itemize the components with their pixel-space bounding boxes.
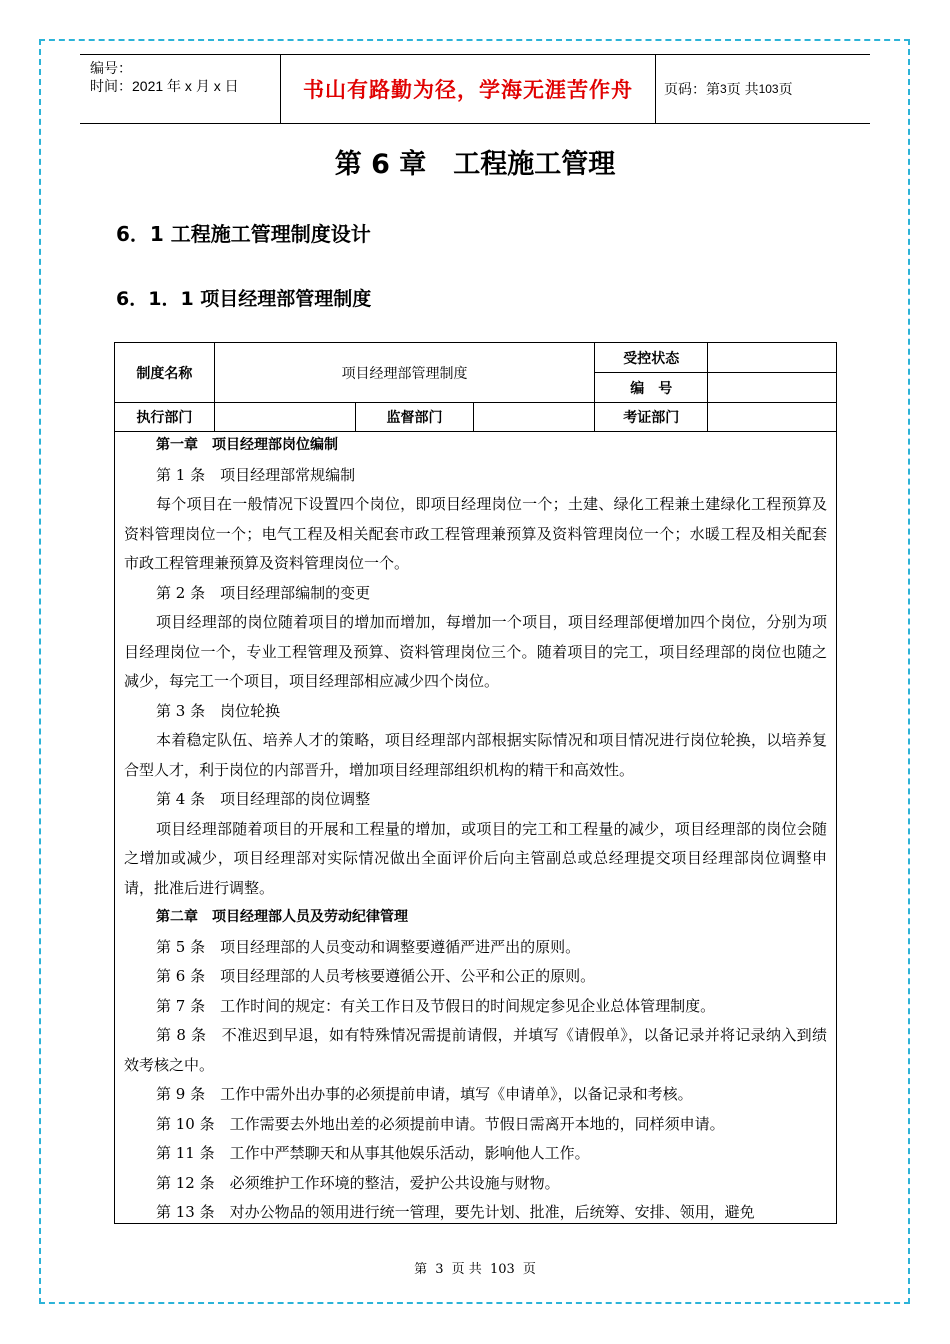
footer-page: 3 <box>435 1262 444 1277</box>
policy-body <box>114 431 837 1224</box>
controlled-status-label: 受控状态 <box>595 343 708 373</box>
article-paragraph: 第 12 条 必须维护工作环境的整洁，爱护公共设施与财物。 <box>156 1173 560 1192</box>
section-title: 6．1 工程施工管理制度设计 <box>116 222 371 246</box>
article-paragraph: 第 10 条 工作需要去外地出差的必须提前申请。节假日需离开本地的，同样须申请。 <box>156 1114 725 1133</box>
article-paragraph: 第 11 条 工作中严禁聊天和从事其他娱乐活动，影响他人工作。 <box>156 1144 590 1162</box>
verify-dept-value <box>708 403 837 432</box>
header-motto: 书山有路勤为径，学海无涯苦作舟 <box>280 55 656 123</box>
header-meta <box>90 59 239 95</box>
subsection-title: 6．1．1 项目经理部管理制度 <box>116 288 372 310</box>
article-paragraph: 本着稳定队伍、培养人才的策略，项目经理部内部根据实际情况和项目情况进行岗位轮换，以培养复合型人才，利于岗位的内部晋升，增加项目经理部组织机构的精干和高效性。 <box>124 731 827 779</box>
supervise-dept-value <box>474 403 595 432</box>
verify-dept-label: 考证部门 <box>595 403 708 432</box>
chapter-heading: 第一章 项目经理部岗位编制 <box>156 437 338 453</box>
document-number-label: 编号： <box>90 60 132 76</box>
footer-prefix: 第 <box>414 1262 428 1277</box>
footer-suffix: 页 <box>522 1262 536 1277</box>
article-paragraph: 每个项目在一般情况下设置四个岗位，即项目经理岗位一个；土建、绿化工程兼土建绿化工程预算及资料管理岗位一个；电气工程及相关配套市政工程管理兼预算及资料管理岗位一个；水暖工程及相关配套市政工程管理兼预算及资料管理岗位一个。 <box>124 495 827 572</box>
policy-form-table <box>114 342 837 432</box>
controlled-status-value <box>708 343 837 373</box>
article-paragraph: 第 9 条 工作中需外出办事的必须提前申请，填写《申请单》，以备记录和考核。 <box>156 1085 693 1103</box>
exec-dept-value <box>214 403 355 432</box>
article-paragraph: 第 8 条 不准迟到早退，如有特殊情况需提前请假，并填写《请假单》，以备记录并将记录纳入到绩效考核之中。 <box>124 1026 827 1074</box>
policy-name-label: 制度名称 <box>115 343 215 403</box>
footer-total: 103 <box>489 1262 515 1277</box>
document-date: 时间：2021 年 x 月 x 日 <box>90 78 239 94</box>
chapter-heading: 第二章 项目经理部人员及劳动纪律管理 <box>156 909 408 925</box>
page-info-total: 103 <box>758 82 779 96</box>
page-footer <box>0 1258 950 1277</box>
page-info-label: 页码：第 <box>664 81 720 97</box>
article-paragraph: 项目经理部随着项目的开展和工程量的增加，或项目的完工和工程量的减少，项目经理部的岗位会随之增加或减少，项目经理部对实际情况做出全面评价后向主管副总或总经理提交项目经理部岗位调整申请，批准后进行调整。 <box>124 819 827 897</box>
article-paragraph: 第 13 条 对办公物品的领用进行统一管理，要先计划、批准，后统筹、安排、领用，避免 <box>156 1203 755 1221</box>
article-paragraph: 第 4 条 项目经理部的岗位调整 <box>156 790 371 808</box>
footer-mid: 页 共 <box>451 1262 482 1277</box>
form-number-label: 编 号 <box>595 373 708 403</box>
supervise-dept-label: 监督部门 <box>355 403 474 432</box>
page-header <box>80 54 870 124</box>
article-paragraph: 项目经理部的岗位随着项目的增加而增加，每增加一个项目，项目经理部便增加四个岗位，分别为项目经理岗位一个，专业工程管理及预算、资料管理岗位三个。随着项目的完工，项目经理部的岗位也随之减少，每完工一个项目，项目经理部相应减少四个岗位。 <box>124 613 827 690</box>
article-paragraph: 第 3 条 岗位轮换 <box>156 701 281 720</box>
article-paragraph: 第 6 条 项目经理部的人员考核要遵循公开、公平和公正的原则。 <box>156 967 596 985</box>
header-page-info <box>664 55 793 123</box>
form-number-value <box>708 373 837 403</box>
exec-dept-label: 执行部门 <box>115 403 215 432</box>
page-info-end: 页 <box>778 81 793 97</box>
chapter-title: 第 6 章 工程施工管理 <box>334 149 616 180</box>
page-info-number: 3 <box>720 82 727 96</box>
article-paragraph: 第 7 条 工作时间的规定：有关工作日及节假日的时间规定参见企业总体管理制度。 <box>156 996 716 1015</box>
policy-name-value: 项目经理部管理制度 <box>214 343 594 403</box>
article-paragraph: 第 1 条 项目经理部常规编制 <box>156 465 356 484</box>
article-paragraph: 第 2 条 项目经理部编制的变更 <box>156 583 371 602</box>
page-info-mid: 页 共 <box>726 81 759 97</box>
article-paragraph: 第 5 条 项目经理部的人员变动和调整要遵循严进严出的原则。 <box>156 937 581 956</box>
